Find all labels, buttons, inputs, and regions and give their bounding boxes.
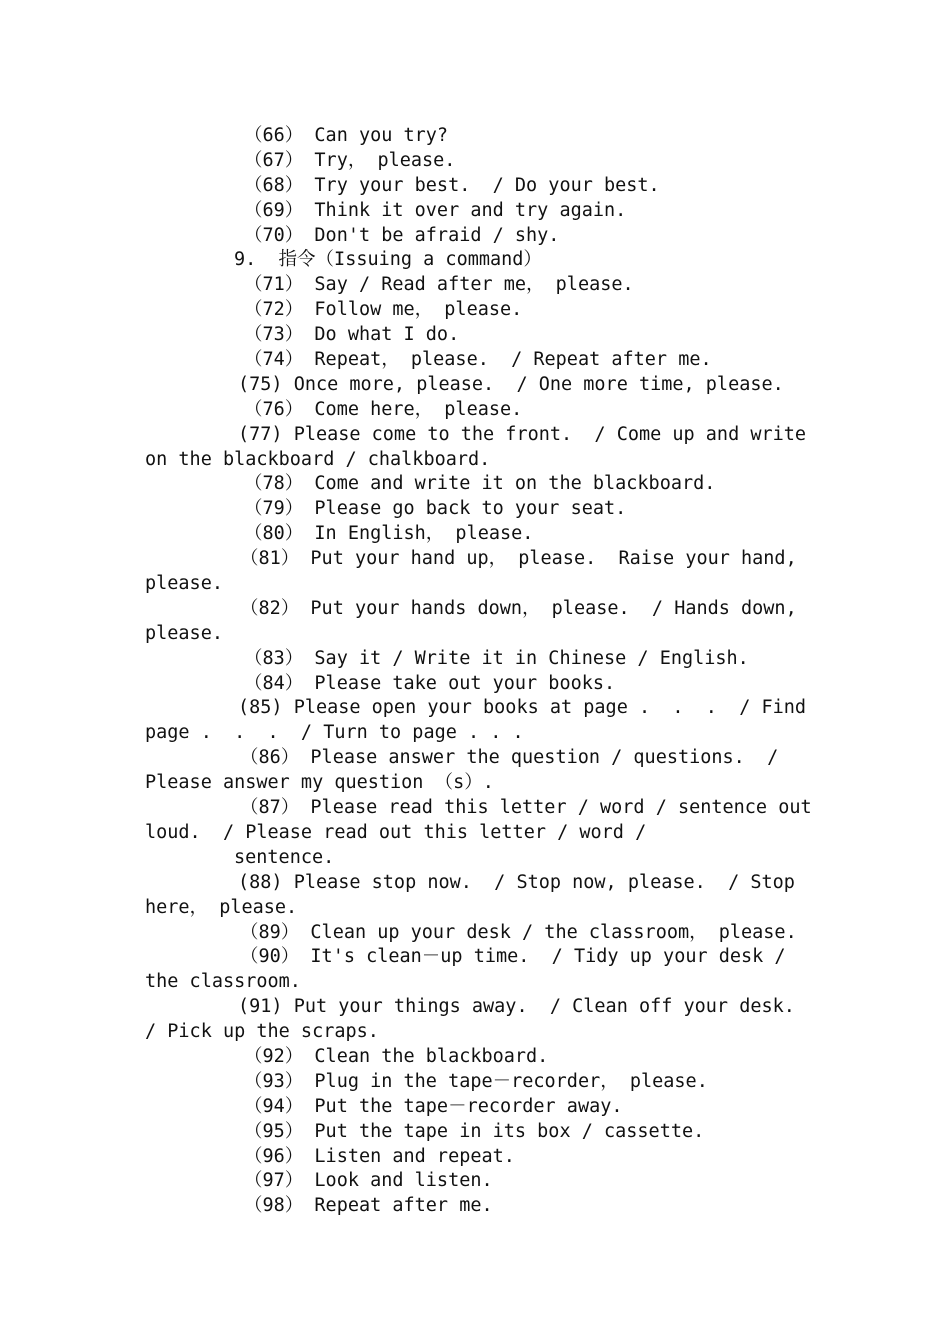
text-line-continuation: page . . . / Turn to page . . .	[145, 722, 524, 744]
text-line: （66） Can you try?	[244, 125, 449, 146]
text-line-continuation: please.	[145, 573, 223, 595]
text-line: （76） Come here， please.	[244, 398, 523, 420]
text-line: （93） Plug in the tape－recorder， please.	[244, 1070, 708, 1092]
text-line: （79） Please go back to your seat.	[244, 498, 627, 520]
text-line: （90） It's clean－up time. / Tidy up your desk /	[240, 946, 786, 968]
text-line: (75) Once more, please. / One more time, please.	[238, 373, 784, 395]
text-line: (85) Please open your books at page . . . / Find	[238, 697, 807, 719]
text-line-continuation: sentence.	[234, 846, 335, 868]
text-line: （67） Try， please.	[244, 149, 456, 171]
text-line-continuation: on the blackboard / chalkboard.	[145, 448, 491, 470]
text-line: (88) Please stop now. / Stop now, please. / Stop	[238, 871, 795, 893]
text-line: （92） Clean the blackboard.	[244, 1045, 549, 1067]
text-line-continuation: the classroom.	[145, 971, 301, 993]
text-line: （86） Please answer the question / questions. /	[240, 747, 779, 769]
text-line: （96） Listen and repeat.	[244, 1145, 515, 1167]
text-line-continuation: here， please.	[145, 896, 298, 918]
text-line-continuation: loud. / Please read out this letter / word /	[145, 821, 647, 843]
text-line: （94） Put the tape－recorder away.	[244, 1095, 623, 1117]
text-line: （80） In English， please.	[244, 523, 534, 545]
text-line: （89） Clean up your desk / the classroom， please.	[240, 921, 797, 943]
text-line: （87） Please read this letter / word / sentence out	[240, 797, 812, 819]
text-line: （97） Look and listen.	[244, 1170, 493, 1192]
text-line: （81） Put your hand up， please. Raise your hand,	[240, 548, 797, 570]
text-line-continuation: / Pick up the scraps.	[145, 1021, 379, 1043]
text-line: （98） Repeat after me.	[244, 1195, 493, 1217]
text-line: （68） Try your best. / Do your best.	[244, 174, 660, 196]
text-line: （83） Say it / Write it in Chinese / English.	[244, 647, 749, 669]
text-line: （78） Come and write it on the blackboard.	[244, 473, 716, 495]
text-line: （70） Don't be afraid / shy.	[244, 224, 560, 246]
text-line: （74） Repeat， please. / Repeat after me.	[244, 349, 712, 371]
text-line: （69） Think it over and try again.	[244, 199, 627, 221]
text-line: （84） Please take out your books.	[244, 672, 616, 694]
text-line: （71） Say / Read after me， please.	[244, 274, 634, 296]
text-line: （95） Put the tape in its box / cassette.	[244, 1120, 705, 1142]
text-line: （72） Follow me， please.	[244, 299, 523, 321]
text-line: （73） Do what I do.	[244, 324, 460, 346]
section-heading: 9. 指令（Issuing a command）	[234, 249, 542, 271]
text-line: (91) Put your things away. / Clean off your desk.	[238, 996, 795, 1018]
text-line: (77) Please come to the front. / Come up and write	[238, 423, 807, 445]
text-line: （82） Put your hands down， please. / Hands down,	[240, 597, 797, 619]
text-line-continuation: Please answer my question （s）.	[145, 772, 494, 794]
text-body	[0, 124, 950, 1219]
text-line-continuation: please.	[145, 622, 223, 644]
